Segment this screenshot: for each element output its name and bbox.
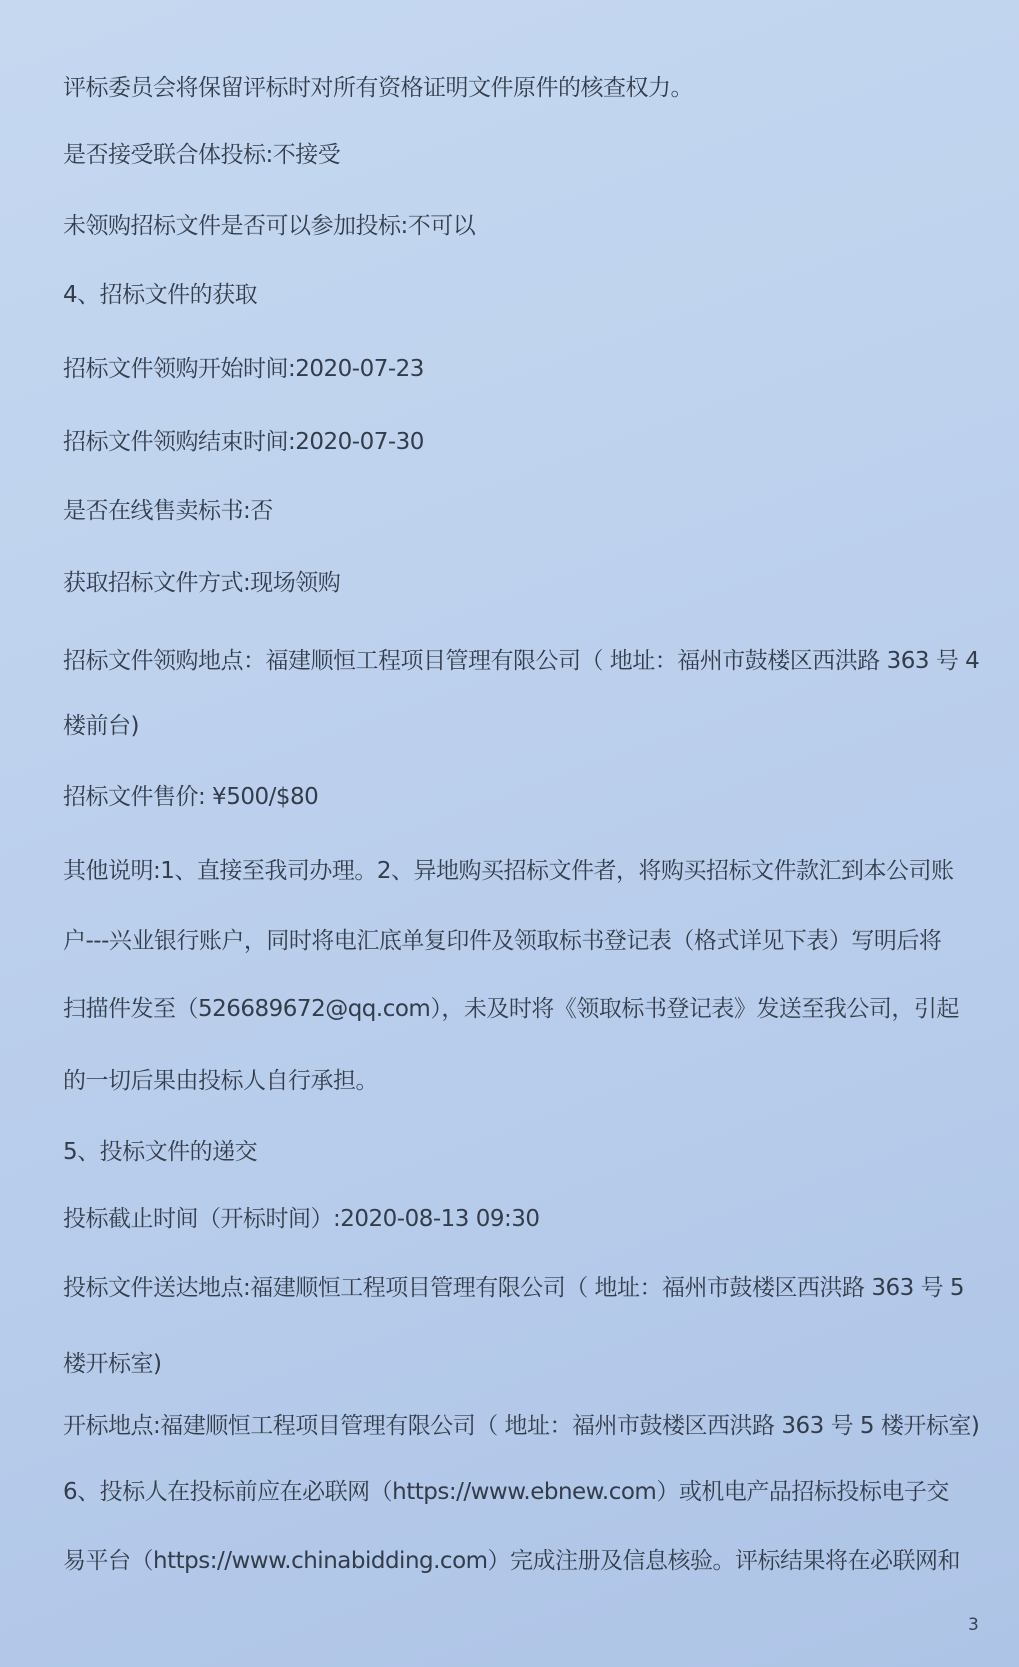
text-line-5: 招标文件领购开始时间:2020-07-23	[63, 356, 424, 382]
text-line-17: 投标截止时间（开标时间）:2020-08-13 09:30	[63, 1206, 540, 1232]
text-line-15: 的一切后果由投标人自行承担。	[63, 1068, 378, 1094]
page-number: 3	[968, 1615, 979, 1635]
text-line-8: 获取招标文件方式:现场领购	[63, 570, 341, 596]
text-line-14: 扫描件发至（526689672@qq.com），未及时将《领取标书登记表》发送至我公司，引起	[63, 996, 959, 1022]
text-line-22: 易平台（https://www.chinabidding.com）完成注册及信息核验。评标结果将在必联网和	[63, 1548, 961, 1574]
text-line-1: 评标委员会将保留评标时对所有资格证明文件原件的核查权力。	[63, 75, 693, 101]
text-line-21: 6、投标人在投标前应在必联网（https://www.ebnew.com）或机电产品招标投标电子交	[63, 1479, 949, 1505]
text-line-7: 是否在线售卖标书:否	[63, 498, 273, 524]
text-line-20: 开标地点:福建顺恒工程项目管理有限公司（ 地址：福州市鼓楼区西洪路 363 号 5 楼开标室)	[63, 1413, 980, 1439]
text-line-19: 楼开标室)	[63, 1351, 162, 1377]
text-line-10: 楼前台)	[63, 713, 139, 739]
text-line-9: 招标文件领购地点：福建顺恒工程项目管理有限公司（ 地址：福州市鼓楼区西洪路 363 号 4	[63, 648, 980, 674]
text-line-18: 投标文件送达地点:福建顺恒工程项目管理有限公司（ 地址：福州市鼓楼区西洪路 363 号 5	[63, 1275, 965, 1301]
section-heading-5: 5、投标文件的递交	[63, 1139, 258, 1165]
section-heading-4: 4、招标文件的获取	[63, 282, 258, 308]
text-line-13: 户---兴业银行账户，同时将电汇底单复印件及领取标书登记表（格式详见下表）写明后将	[63, 928, 942, 954]
text-line-3: 未领购招标文件是否可以参加投标:不可以	[63, 213, 476, 239]
text-line-6: 招标文件领购结束时间:2020-07-30	[63, 429, 424, 455]
text-line-2: 是否接受联合体投标:不接受	[63, 142, 341, 168]
text-line-12: 其他说明:1、直接至我司办理。2、异地购买招标文件者，将购买招标文件款汇到本公司账	[63, 858, 954, 884]
text-line-11: 招标文件售价: ¥500/$80	[63, 784, 319, 810]
